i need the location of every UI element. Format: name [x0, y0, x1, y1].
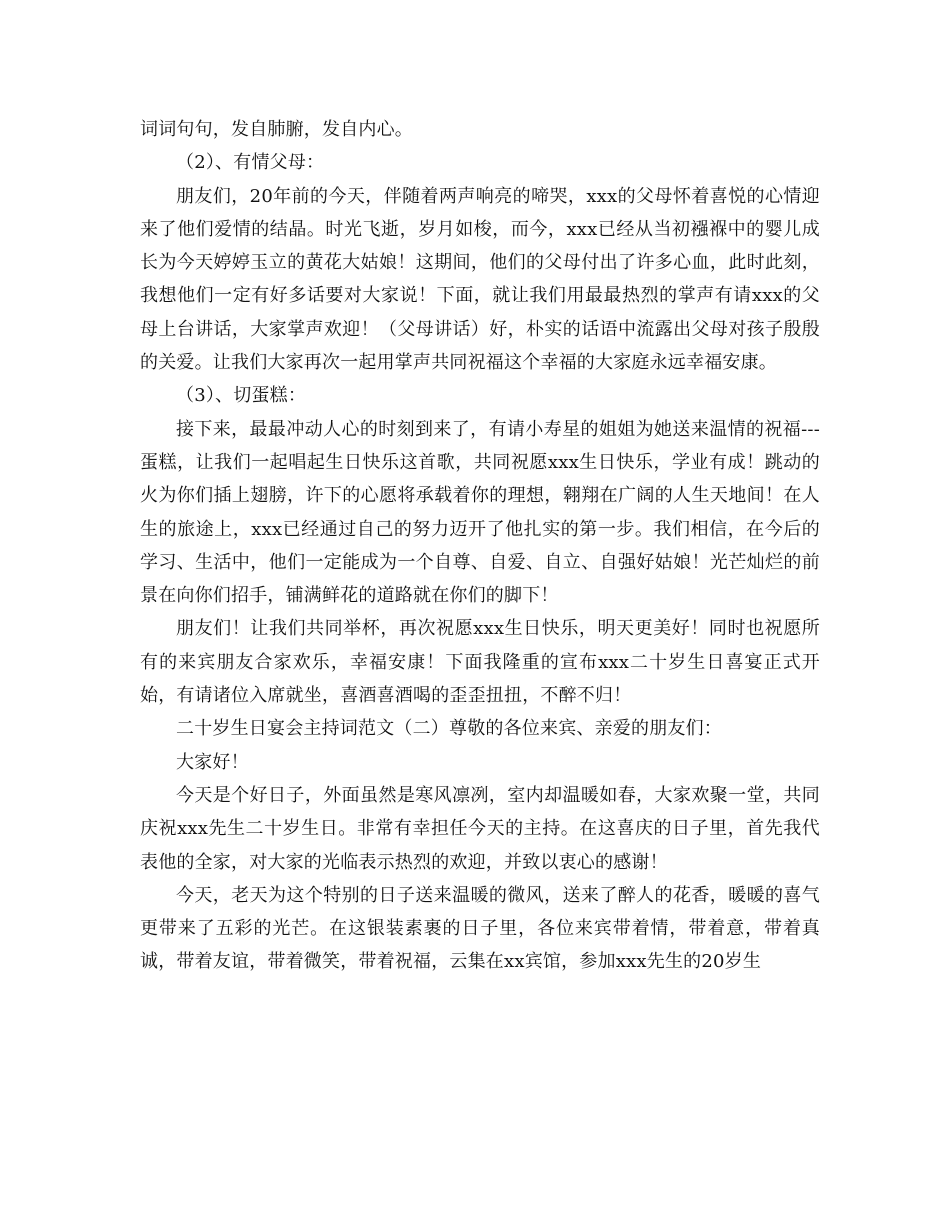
paragraph-welcome: 今天是个好日子，外面虽然是寒风凛冽，室内却温暖如春，大家欢聚一堂，共同庆祝xxx先生二十岁生日。非常有幸担任今天的主持。在这喜庆的日子里，首先我代表他的全家，对大家的光临表示热烈的欢迎，并致以衷心的感谢！	[140, 784, 820, 873]
section-heading-cake: （3）、切蛋糕：	[176, 385, 307, 407]
paragraph-parents-speech: 朋友们，20年前的今天，伴随着两声响亮的啼哭，xxx的父母怀着喜悦的心情迎来了他们爱情的结晶。时光飞逝，岁月如梭，而今，xxx已经从当初襁褓中的婴儿成长为今天婷婷玉立的黄花大姑娘！这期间，他们的父母付出了许多心血，此时此刻，我想他们一定有好多话要对大家说！下面，就让我们用最最热烈的掌声有请xxx的父母上台讲话，大家掌声欢迎！（父母讲话）好，朴实的话语中流露出父母对孩子殷殷的关爱。让我们大家再次一起用掌声共同祝福这个幸福的大家庭永远幸福安康。	[140, 185, 820, 374]
paragraph-continuation: 词词句句，发自肺腑，发自内心。	[140, 119, 413, 140]
paragraph-weather: 今天，老天为这个特别的日子送来温暖的微风，送来了醉人的花香，暖暖的喜气更带来了五彩的光芒。在这银装素裹的日子里，各位来宾带着情，带着意，带着真诚，带着友谊，带着微笑，带着祝福，云集在xx宾馆，参加xxx先生的20岁生	[140, 884, 820, 973]
paragraph-toast: 朋友们！让我们共同举杯，再次祝愿xxx生日快乐，明天更美好！同时也祝愿所有的来宾朋友合家欢乐，幸福安康！下面我隆重的宣布xxx二十岁生日喜宴正式开始，有请诸位入席就坐，喜酒喜酒喝的歪歪扭扭，不醉不归！	[140, 618, 820, 707]
paragraph-greeting: 大家好！	[176, 751, 249, 773]
document-body	[140, 113, 820, 979]
section-heading-parents: （2）、有情父母：	[176, 152, 325, 174]
section-heading-sample-two: 二十岁生日宴会主持词范文（二）尊敬的各位来宾、亲爱的朋友们：	[176, 718, 722, 740]
paragraph-cake: 接下来，最最冲动人心的时刻到来了，有请小寿星的姐姐为她送来温情的祝福---蛋糕，让我们一起唱起生日快乐这首歌，共同祝愿xxx生日快乐，学业有成！跳动的火为你们插上翅膀，许下的心愿将承载着你的理想，翱翔在广阔的人生天地间！在人生的旅途上，xxx已经通过自己的努力迈开了他扎实的第一步。我们相信，在今后的学习、生活中，他们一定能成为一个自尊、自爱、自立、自强好姑娘！光芒灿烂的前景在向你们招手，铺满鲜花的道路就在你们的脚下！	[140, 418, 820, 607]
